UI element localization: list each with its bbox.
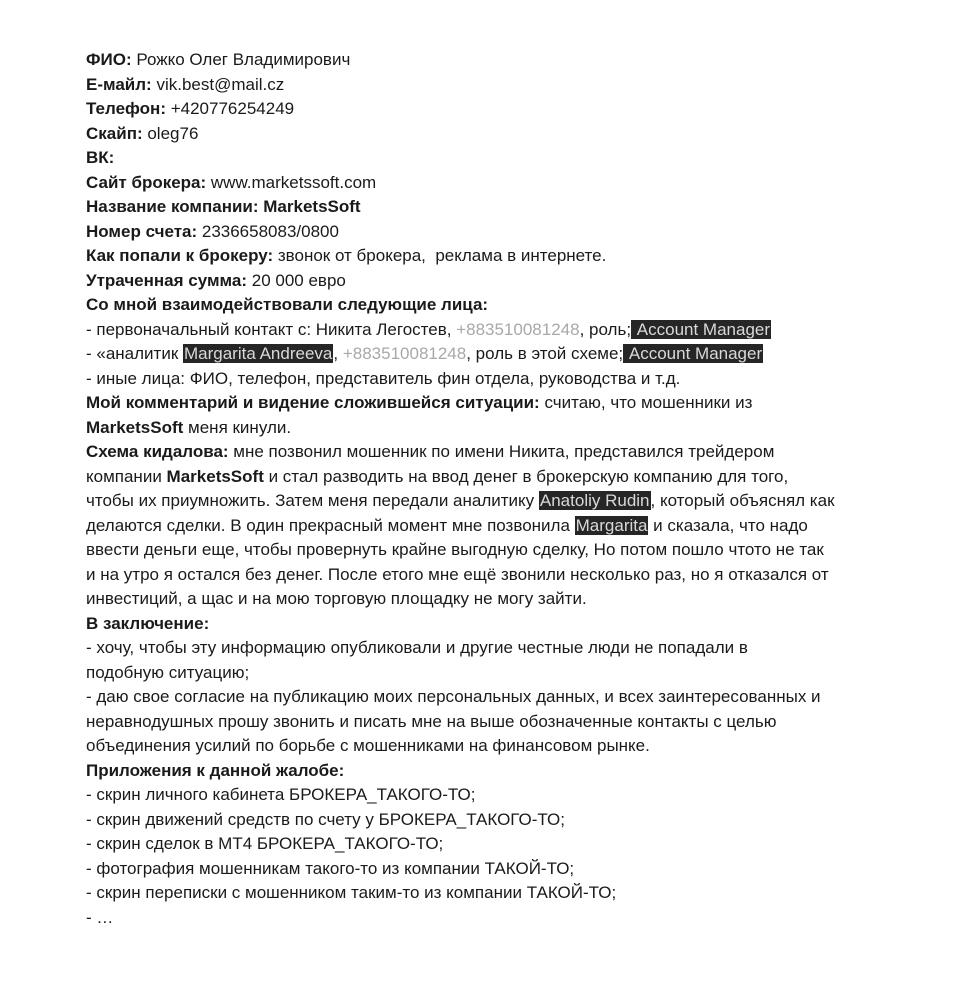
person-1-line — [86, 318, 906, 343]
how-value: звонок от брокера, реклама в интернете. — [273, 246, 607, 265]
account-label: Номер счета: — [86, 221, 198, 241]
scheme-label: Схема кидалова: — [86, 442, 229, 461]
site-line — [86, 171, 906, 196]
complaint-document — [86, 48, 906, 930]
lost-value: 20 000 евро — [247, 270, 346, 290]
attachment-item: - скрин переписки с мошенником таким-то из компании ТАКОЙ-ТО; — [86, 883, 617, 902]
conclusion-item-1: - хочу, чтобы эту информацию опубликовали и другие честные люди не попадали в подобную ситуацию; — [86, 638, 748, 682]
attachments-heading-text: Приложения к данной жалобе: — [86, 760, 345, 780]
fio-value: Рожко Олег Владимирович — [131, 50, 351, 69]
phone-line — [86, 97, 906, 122]
attachments-heading — [86, 759, 906, 784]
comment-label: Мой комментарий и видение сложившейся ситуации: — [86, 393, 540, 412]
person-2-role-redacted: Account Manager — [624, 344, 763, 363]
person-2-phone: +883510081248 — [342, 344, 467, 363]
person-2-line — [86, 342, 906, 367]
conclusion-heading-text: В заключение: — [86, 613, 210, 633]
persons-heading — [86, 293, 906, 318]
company-line — [86, 195, 906, 220]
skype-label: Скайп: — [86, 123, 143, 143]
persons-heading-text: Со мной взаимодействовали следующие лица: — [86, 295, 489, 314]
person-2-role-text: , роль в этой схеме; — [466, 344, 624, 363]
scheme-paragraph — [86, 440, 838, 612]
comment-paragraph — [86, 391, 846, 440]
scheme-text-4: и сказала, что надо ввести деньги еще, чтобы провернуть крайне выгодную сделку, Но потом пошло чтото не так и на утро я остался без денег. После етого мне ещё звонили несколько раз, но я отказался от инвестиций, а щас и на мою торговую площадку не могу зайти. — [86, 515, 829, 608]
person-3-text: - иные лица: ФИО, телефон, представитель фин отдела, руководства и т.д. — [86, 368, 681, 388]
fio-line — [86, 48, 906, 73]
scheme-name-1-redacted: Anatoliy Rudin — [539, 491, 650, 510]
attachment-item: - скрин движений средств по счету у БРОКЕРА_ТАКОГО-ТО; — [86, 809, 565, 829]
comment-text-2: меня кинули. — [183, 417, 292, 437]
account-value: 2336658083/0800 — [197, 221, 339, 241]
person-2-text: - «аналитик — [86, 344, 183, 363]
email-label: E-майл: — [86, 74, 152, 94]
person-1-role-text: , роль; — [579, 319, 632, 339]
conclusion-heading — [86, 612, 906, 637]
company-label: Название компании: MarketsSoft — [86, 197, 361, 216]
site-label: Сайт брокера: — [86, 172, 207, 192]
person-1-text: - первоначальный контакт с: Никита Легостев, — [86, 319, 457, 339]
comment-company: MarketsSoft — [86, 417, 184, 437]
comment-text-1: считаю, что мошенники из — [539, 393, 753, 412]
site-value: www.marketssoft.com — [206, 172, 377, 192]
vk-line — [86, 146, 906, 171]
attachment-item: - … — [86, 907, 114, 927]
scheme-text-3: , который объяснял как делаются сделки. В один прекрасный момент мне позвонила — [86, 491, 835, 535]
skype-line — [86, 122, 906, 147]
scheme-text-1: мне позвонил мошенник по имени Никита, представился трейдером компании — [86, 442, 775, 486]
lost-label: Утраченная сумма: — [86, 270, 248, 290]
account-line — [86, 220, 906, 245]
email-line — [86, 73, 906, 98]
lost-line — [86, 269, 906, 294]
person-2-sep: , — [333, 344, 343, 363]
email-value: vik.best@mail.cz — [151, 74, 285, 94]
how-label: Как попали к брокеру: — [86, 246, 274, 265]
attachment-item: - скрин сделок в МТ4 БРОКЕРА_ТАКОГО-ТО; — [86, 834, 444, 853]
phone-value: +420776254249 — [166, 99, 295, 118]
vk-label: ВК: — [86, 148, 115, 167]
scheme-text-2: и стал разводить на ввод денег в брокерскую компанию для того, чтобы их приумножить. Затем меня передали аналитику — [86, 466, 789, 510]
how-line — [86, 244, 906, 269]
person-1-role-redacted: Account Manager — [632, 319, 771, 339]
conclusion-item-2: - даю свое согласие на публикацию моих персональных данных, и всех заинтересованных и неравнодушных прошу звонить и писать мне на выше обозначенные контакты с целью объединения усилий по борьбе с мошенниками на финансовом рынке. — [86, 687, 821, 755]
attachment-item: - фотография мошенникам такого-то из компании ТАКОЙ-ТО; — [86, 858, 575, 878]
person-2-name-redacted: Margarita Andreeva — [184, 344, 333, 363]
attachment-item: - скрин личного кабинета БРОКЕРА_ТАКОГО-ТО; — [86, 785, 476, 804]
person-1-phone: +883510081248 — [456, 319, 580, 339]
phone-label: Телефон: — [86, 99, 166, 118]
person-3-line — [86, 367, 906, 392]
scheme-name-2-redacted: Margarita — [575, 515, 648, 535]
skype-value: oleg76 — [142, 123, 199, 143]
scheme-company: MarketsSoft — [166, 466, 264, 486]
fio-label: ФИО: — [86, 50, 132, 69]
